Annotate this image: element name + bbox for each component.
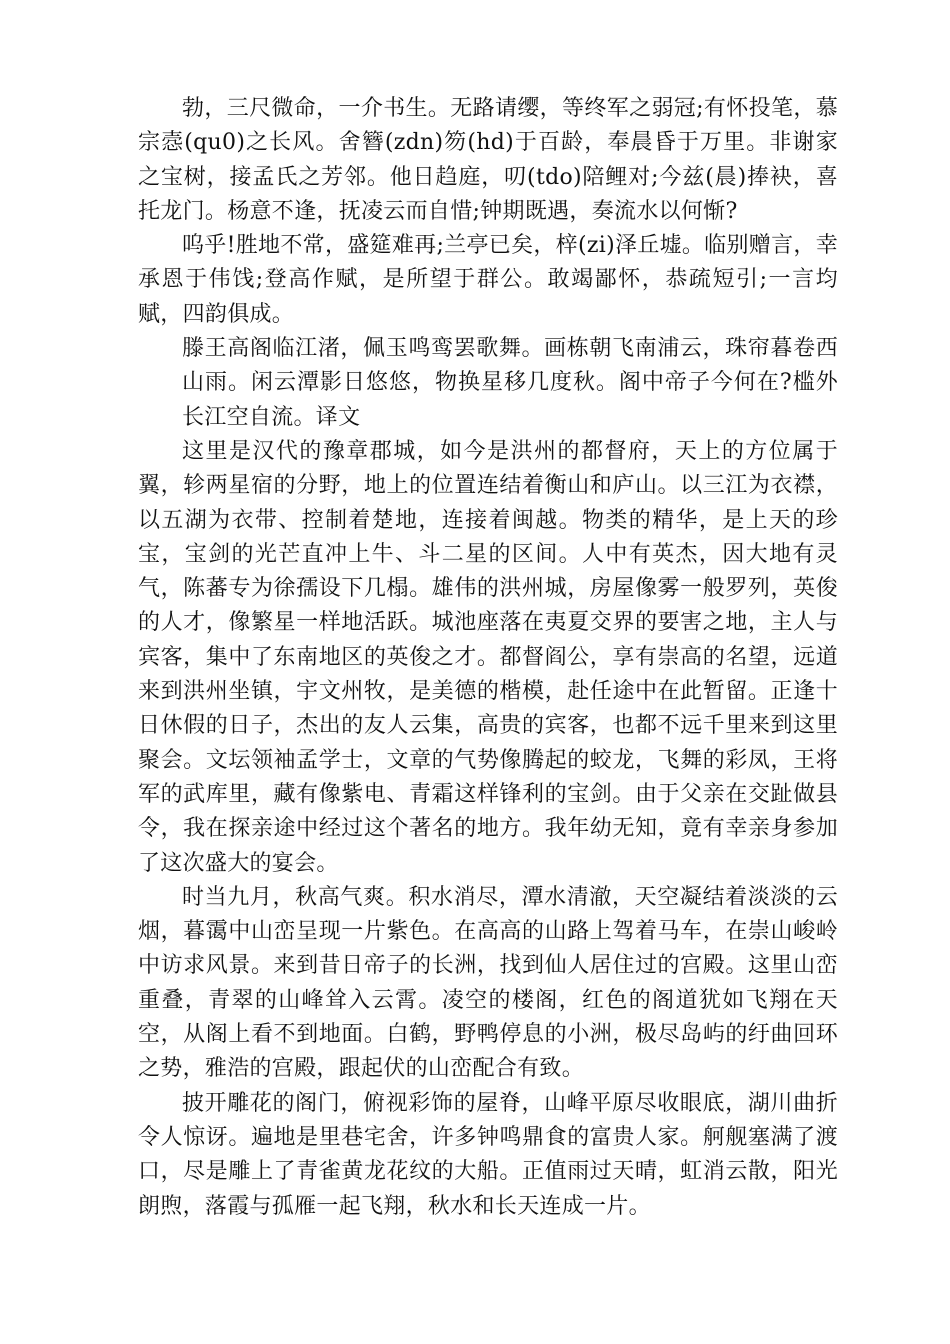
document-body (138, 92, 838, 1224)
translation-paragraph-2: 时当九月，秋高气爽。积水消尽，潭水清澈，天空凝结着淡淡的云烟，暮霭中山峦呈现一片紫色。在高高的山路上驾着马车，在崇山峻岭中访求风景。来到昔日帝子的长洲，找到仙人居住过的宫殿。这里山峦重叠，青翠的山峰耸入云霄。凌空的楼阁，红色的阁道犹如飞翔在天空，从阁上看不到地面。白鹤，野鸭停息的小洲，极尽岛屿的纡曲回环之势，雅浩的宫殿，跟起伏的山峦配合有致。 (138, 884, 838, 1082)
paragraph-preface-end: 勃，三尺微命，一介书生。无路请缨，等终军之弱冠;有怀投笔，慕宗悫(qu0)之长风。舍簪(zdn)笏(hd)于百龄，奉晨昏于万里。非谢家之宝树，接孟氏之芳邻。他日趋庭，叨(tdo)陪鲤对;今兹(晨)捧袂，喜托龙门。杨意不逢，抚凌云而自惜;钟期既遇，奏流水以何惭? (138, 96, 838, 224)
poem-verse: 滕王高阁临江渚，佩玉鸣鸾罢歌舞。画栋朝飞南浦云，珠帘暮卷西山雨。闲云潭影日悠悠，物换星移几度秋。阁中帝子今何在?槛外长江空自流。译文 (182, 336, 838, 430)
paragraph-farewell: 呜乎!胜地不常，盛筵难再;兰亭已矣，梓(zi)泽丘墟。临别赠言，幸承恩于伟饯;登高作赋，是所望于群公。敢竭鄙怀，恭疏短引;一言均赋，四韵俱成。 (138, 233, 838, 327)
translation-paragraph-1: 这里是汉代的豫章郡城，如今是洪州的都督府，天上的方位属于翼，轸两星宿的分野，地上的位置连结着衡山和庐山。以三江为衣襟，以五湖为衣带、控制着楚地，连接着闽越。物类的精华，是上天的珍宝，宝剑的光芒直冲上牛、斗二星的区间。人中有英杰，因大地有灵气，陈蕃专为徐孺设下几榻。雄伟的洪州城，房屋像雾一般罗列，英俊的人才，像繁星一样地活跃。城池座落在夷夏交界的要害之地，主人与宾客，集中了东南地区的英俊之才。都督阎公，享有崇高的名望，远道来到洪州坐镇，宇文州牧，是美德的楷模，赴任途中在此暂留。正逢十日休假的日子，杰出的友人云集，高贵的宾客，也都不远千里来到这里聚会。文坛领袖孟学士，文章的气势像腾起的蛟龙，飞舞的彩凤，王将军的武库里，藏有像紫电、青霜这样锋利的宝剑。由于父亲在交趾做县令，我在探亲途中经过这个著名的地方。我年幼无知，竟有幸亲身参加了这次盛大的宴会。 (138, 438, 838, 876)
translation-paragraph-3: 披开雕花的阁门，俯视彩饰的屋脊，山峰平原尽收眼底，湖川曲折令人惊讶。遍地是里巷宅舍，许多钟鸣鼎食的富贵人家。舸舰塞满了渡口，尽是雕上了青雀黄龙花纹的大船。正值雨过天晴，虹消云散，阳光朗煦，落霞与孤雁一起飞翔，秋水和长天连成一片。 (138, 1090, 838, 1219)
